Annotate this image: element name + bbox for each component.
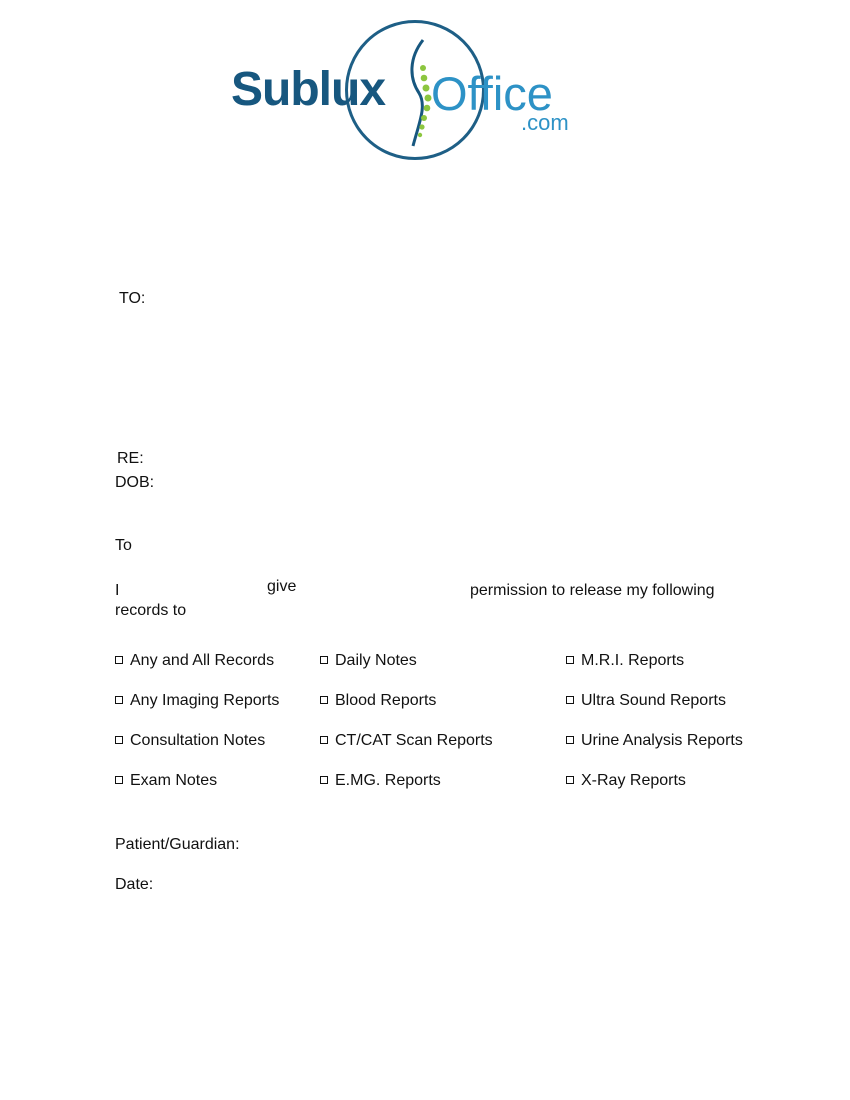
to-label: TO: bbox=[119, 290, 146, 307]
checkbox-item[interactable]: Ultra Sound Reports bbox=[566, 692, 726, 710]
date-label: Date: bbox=[115, 876, 154, 893]
checkbox-item[interactable]: Exam Notes bbox=[115, 772, 217, 790]
dob-label: DOB: bbox=[115, 474, 155, 491]
checkbox-icon[interactable] bbox=[115, 656, 123, 664]
records-to-label: records to bbox=[115, 602, 187, 619]
permission-text: permission to release my following bbox=[470, 582, 715, 599]
logo-wordmark-com: .com bbox=[521, 110, 569, 135]
checkbox-item[interactable]: Any and All Records bbox=[115, 652, 274, 670]
checkbox-item[interactable]: Blood Reports bbox=[320, 692, 436, 710]
checkbox-icon[interactable] bbox=[320, 696, 328, 704]
checkbox-item[interactable]: Any Imaging Reports bbox=[115, 692, 279, 710]
checkbox-item[interactable]: E.MG. Reports bbox=[320, 772, 441, 790]
checkbox-icon[interactable] bbox=[115, 776, 123, 784]
checkbox-icon[interactable] bbox=[566, 656, 574, 664]
checkbox-item[interactable]: Urine Analysis Reports bbox=[566, 732, 743, 750]
checkbox-icon[interactable] bbox=[320, 656, 328, 664]
checkbox-icon[interactable] bbox=[320, 776, 328, 784]
checkbox-item[interactable]: Consultation Notes bbox=[115, 732, 265, 750]
checkbox-item[interactable]: CT/CAT Scan Reports bbox=[320, 732, 493, 750]
logo-wordmark-office: Office bbox=[431, 67, 553, 120]
checkbox-icon[interactable] bbox=[566, 736, 574, 744]
give-label: give bbox=[267, 578, 297, 595]
checkbox-icon[interactable] bbox=[566, 776, 574, 784]
to-recipient-label: To bbox=[115, 537, 132, 554]
sublux-office-logo bbox=[225, 18, 595, 166]
patient-guardian-label: Patient/Guardian: bbox=[115, 836, 240, 853]
logo-wordmark-sublux: Sublux bbox=[231, 63, 386, 116]
checkbox-icon[interactable] bbox=[115, 736, 123, 744]
checkbox-item[interactable]: Daily Notes bbox=[320, 652, 417, 670]
checkbox-icon[interactable] bbox=[320, 736, 328, 744]
checkbox-item[interactable]: X-Ray Reports bbox=[566, 772, 686, 790]
checkbox-icon[interactable] bbox=[566, 696, 574, 704]
i-label: I bbox=[115, 582, 120, 599]
checkbox-item[interactable]: M.R.I. Reports bbox=[566, 652, 684, 670]
checkbox-icon[interactable] bbox=[115, 696, 123, 704]
re-label: RE: bbox=[117, 450, 144, 467]
